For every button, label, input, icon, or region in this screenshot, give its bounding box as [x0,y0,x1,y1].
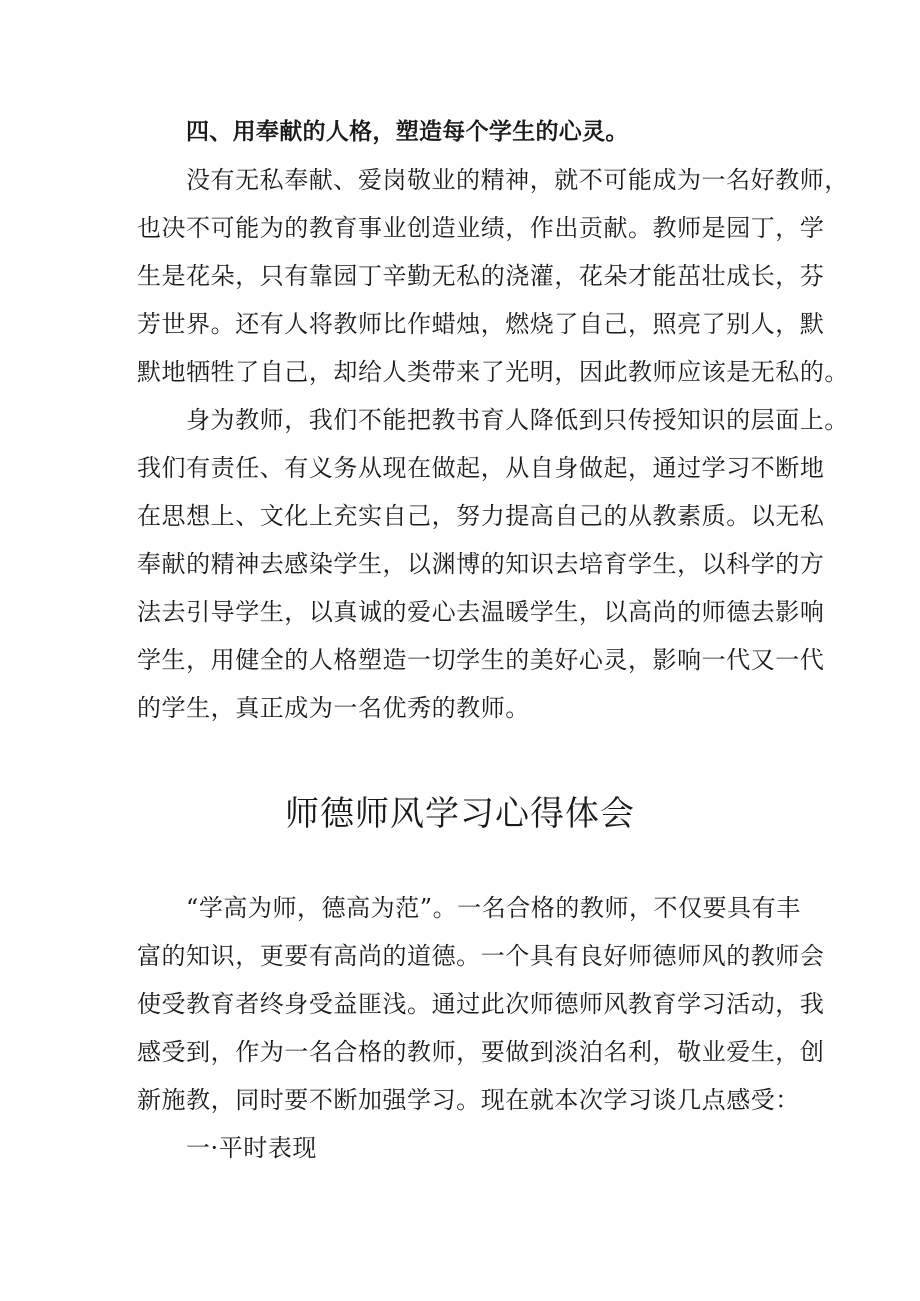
paragraph-line: 奉献的精神去感染学生，以渊博的知识去培育学生，以科学的方 [137,550,825,578]
paragraph-line: “学高为师，德高为范”。一名合格的教师，不仅要具有丰 [186,894,801,922]
paragraph-line: 在思想上、文化上充实自己，努力提高自己的从教素质。以无私 [137,502,825,530]
paragraph-line: 使受教育者终身受益匪浅。通过此次师德师风教育学习活动，我 [137,990,825,1018]
section-heading-four: 四、用奉献的人格，塑造每个学生的心灵。 [186,119,629,145]
paragraph-line: 感受到，作为一名合格的教师，要做到淡泊名利，敬业爱生，创 [137,1038,825,1066]
paragraph-line: 的学生，真正成为一名优秀的教师。 [137,694,530,722]
paragraph-line: 生是花朵，只有靠园丁辛勤无私的浇灌，花朵才能茁壮成长，芬 [137,262,825,290]
paragraph-line: 没有无私奉献、爱岗敬业的精神，就不可能成为一名好教师， [186,166,849,194]
paragraph-line: 默地牺牲了自己，却给人类带来了光明，因此教师应该是无私的。 [137,358,849,386]
paragraph-line: 也决不可能为的教育事业创造业绩，作出贡献。教师是园丁，学 [137,214,825,242]
paragraph-line: 身为教师，我们不能把教书育人降低到只传授知识的层面上。 [186,406,849,434]
paragraph-line: 芳世界。还有人将教师比作蜡烛，燃烧了自己，照亮了别人，默 [137,310,825,338]
paragraph-line: 富的知识，更要有高尚的道德。一个具有良好师德师风的教师会 [137,942,825,970]
paragraph-line: 法去引导学生，以真诚的爱心去温暖学生，以高尚的师德去影响 [137,598,825,626]
paragraph-line: 学生，用健全的人格塑造一切学生的美好心灵，影响一代又一代 [137,646,825,674]
paragraph-line: 新施教，同时要不断加强学习。现在就本次学习谈几点感受： [137,1086,800,1114]
subheading-daily-performance: 一·平时表现 [186,1134,317,1162]
paragraph-line: 我们有责任、有义务从现在做起，从自身做起，通过学习不断地 [137,454,825,482]
article-title: 师德师风学习心得体会 [285,794,635,834]
